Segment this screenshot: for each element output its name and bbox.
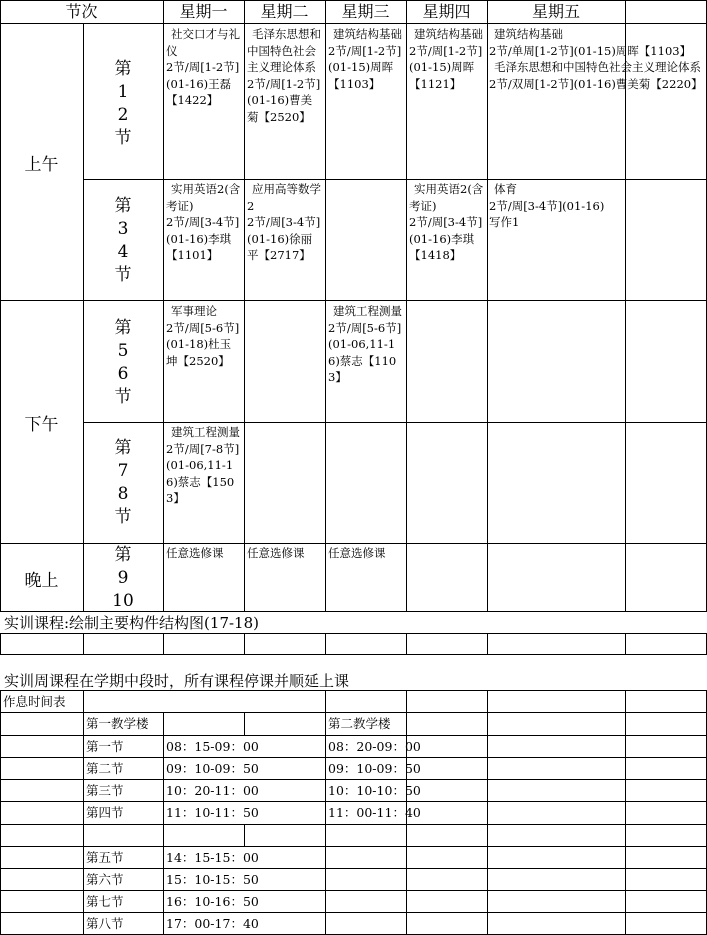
course-cell-fri-p12: 建筑结构基础 2节/单周[1-2节](01-15)周晖【1103】 毛泽东思想和中国特色社会主义理论体系 2节/双周[1-2节](01-16)曹美菊【2220】 [489, 27, 703, 91]
course-cell-mon-p78: 建筑工程测量 2节/周[7-8节](01-06,11-16)蔡志【1503】 [166, 425, 240, 505]
day-header-thursday: 星期四 [422, 2, 471, 21]
day-header-tuesday: 星期二 [260, 2, 309, 21]
course-cell-mon-p56: 军事理论 2节/周[5-6节](01-18)杜玉坤【2520】 [166, 304, 240, 368]
course-cell-wed-p910: 任意选修课 [328, 546, 386, 560]
course-cell-mon-p12: 社交口才与礼仪 2节/周[1-2节](01-16)王磊【1422】 [166, 27, 240, 107]
period-label-9-10: 第 9 10 [112, 545, 134, 611]
day-header-monday: 星期一 [179, 2, 228, 21]
schedule-row-label: 第三节 [86, 783, 124, 798]
section-morning: 上午 [24, 155, 59, 175]
period-label-7-8: 第 7 8 节 [114, 438, 132, 527]
schedule-row-label: 第一节 [86, 739, 124, 754]
schedule-row-b1: 14：15-15：00 [166, 850, 259, 865]
schedule-row-b2: 08：20-09：00 [328, 739, 421, 754]
schedule-row-label: 第六节 [86, 872, 124, 887]
section-afternoon: 下午 [24, 415, 59, 435]
schedule-row-b1: 08：15-09：00 [166, 739, 259, 754]
schedule-row-b2: 09：10-09：50 [328, 761, 421, 776]
period-label-5-6: 第 5 6 节 [114, 318, 132, 407]
course-cell-fri-p34: 体育 2节/周[3-4节](01-16)写作1 [489, 182, 605, 229]
section-evening: 晚上 [24, 571, 59, 591]
course-cell-tue-p12: 毛泽东思想和中国特色社会主义理论体系 2节/周[1-2节](01-16)曹美菊【2520】 [247, 27, 321, 124]
period-label-3-4: 第 3 4 节 [114, 196, 132, 285]
course-cell-mon-p910: 任意选修课 [166, 546, 224, 560]
course-cell-mon-p34: 实用英语2(含考证) 2节/周[3-4节](01-16)李琪【1101】 [166, 182, 241, 262]
schedule-row-label: 第四节 [86, 805, 124, 820]
building-1-header: 第一教学楼 [86, 716, 149, 731]
schedule-row-label: 第二节 [86, 761, 124, 776]
course-cell-tue-p910: 任意选修课 [247, 546, 305, 560]
day-header-wednesday: 星期三 [341, 2, 390, 21]
course-cell-thu-p12: 建筑结构基础 2节/周[1-2节](01-15)周晖【1121】 [409, 27, 483, 91]
schedule-row-b1: 16：10-16：50 [166, 894, 259, 909]
schedule-row-b1: 09：10-09：50 [166, 761, 259, 776]
period-label-1-2: 第 1 2 节 [114, 59, 132, 148]
schedule-row-b1: 10：20-11：00 [166, 783, 259, 798]
schedule-row-label: 第七节 [86, 894, 124, 909]
schedule-row-label: 第八节 [86, 916, 124, 931]
training-note: 实训课程:绘制主要构件结构图(17-18) [4, 614, 260, 632]
suspension-note: 实训周课程在学期中段时，所有课程停课并顺延上课 [4, 672, 350, 690]
course-cell-wed-p12: 建筑结构基础 2节/周[1-2节](01-15)周晖【1103】 [328, 27, 402, 91]
schedule-row-b2: 10：10-10：50 [328, 783, 421, 798]
schedule-title: 作息时间表 [3, 694, 66, 709]
schedule-row-label: 第五节 [86, 850, 124, 865]
course-cell-tue-p34: 应用高等数学2 2节/周[3-4节](01-16)徐丽平【2717】 [247, 182, 321, 262]
schedule-row-b2: 11：00-11：40 [328, 805, 421, 820]
schedule-row-b1: 15：10-15：50 [166, 872, 259, 887]
schedule-row-b1: 11：10-11：50 [166, 805, 259, 820]
period-header: 节次 [65, 2, 98, 21]
building-2-header: 第二教学楼 [328, 716, 391, 731]
course-cell-thu-p34: 实用英语2(含考证) 2节/周[3-4节](01-16)李琪【1418】 [409, 182, 484, 262]
course-cell-wed-p56: 建筑工程测量 2节/周[5-6节](01-06,11-16)蔡志【1103】 [328, 304, 402, 384]
schedule-row-b1: 17：00-17：40 [166, 916, 259, 931]
day-header-friday: 星期五 [531, 2, 580, 21]
